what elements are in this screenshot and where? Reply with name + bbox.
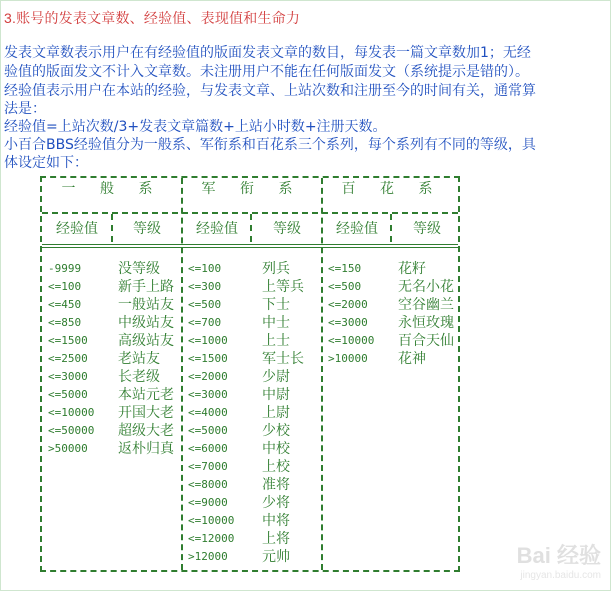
general-level-column [118,260,174,458]
military-exp-cell: <=8000 [188,478,228,491]
military-level-cell: 中校 [262,441,290,457]
military-level-cell: 元帅 [262,549,290,565]
paragraph-line-1: 发表文章数表示用户在有经验值的版面发表文章的数目，每发表一篇文章数加1；无经 [4,45,531,61]
flower-level-cell: 永恒玫瑰 [398,315,454,331]
military-level-cell: 下士 [262,297,290,313]
subheader-general-exp: 经验值 [56,221,98,237]
general-exp-cell: <=100 [48,280,82,293]
series-header-flower: 百 花 系 [341,181,443,197]
paragraph-line-7: 体设定如下： [4,155,88,171]
general-exp-cell: >50000 [48,442,88,455]
military-level-cell: 列兵 [262,261,290,277]
military-exp-cell: <=1000 [188,334,228,347]
general-level-cell: 中级站友 [118,315,174,331]
paragraph-line-4: 法是： [4,101,46,117]
general-level-cell: 长老级 [118,369,160,385]
military-level-cell: 准将 [262,477,290,493]
military-level-cell: 少将 [262,495,290,511]
flower-level-cell: 百合天仙 [398,333,454,349]
military-level-cell: 少尉 [262,369,290,385]
military-level-cell: 上校 [262,459,290,475]
general-exp-cell: <=450 [48,298,82,311]
general-exp-cell: <=1500 [48,334,88,347]
baidu-jingyan-watermark [517,539,601,581]
series-header-military: 军 衔 系 [201,181,303,197]
military-level-cell: 上等兵 [262,279,304,295]
military-exp-cell: <=12000 [188,532,235,545]
watermark-url: jingyan.baidu.com [520,570,601,581]
experience-level-table [40,176,460,572]
paragraph-line-3: 经验值表示用户在本站的经验，与发表文章、上站次数和注册至今的时间有关，通常算 [4,83,536,99]
general-level-cell: 返朴归真 [118,441,174,457]
paragraph-line-2: 验值的版面发文不计入文章数。未注册用户不能在任何版面发文（系统提示是错的）。 [4,64,529,80]
subheader-flower-level: 等级 [413,221,441,237]
general-exp-cell: <=2500 [48,352,88,365]
watermark-brand: Bai 经验 [516,543,601,568]
flower-exp-cell: <=10000 [328,334,375,347]
military-exp-cell: <=7000 [188,460,228,473]
military-exp-cell: <=700 [188,316,222,329]
military-level-cell: 上将 [262,531,290,547]
subheader-military-exp: 经验值 [196,221,238,237]
general-exp-cell: <=5000 [48,388,88,401]
military-exp-cell: <=500 [188,298,222,311]
general-level-cell: 新手上路 [118,279,174,295]
military-level-cell: 少校 [262,423,290,439]
paragraph-line-5: 经验值=上站次数/3+发表文章篇数+上站小时数+注册天数。 [4,119,387,135]
military-exp-cell: >12000 [188,550,228,563]
flower-exp-cell: <=150 [328,262,362,275]
military-level-column [262,260,304,566]
subheader-general-level: 等级 [133,221,161,237]
general-exp-column [48,260,94,458]
general-level-cell: 一般站友 [118,297,174,313]
military-level-cell: 军士长 [262,351,304,367]
general-level-cell: 没等级 [118,261,160,277]
military-level-cell: 中尉 [262,387,290,403]
flower-level-cell: 无名小花 [398,279,454,295]
military-exp-cell: <=9000 [188,496,228,509]
flower-level-cell: 花籽 [398,261,426,277]
subheader-flower-exp: 经验值 [336,221,378,237]
military-exp-cell: <=100 [188,262,222,275]
general-exp-cell: <=10000 [48,406,95,419]
military-exp-cell: <=4000 [188,406,228,419]
general-level-cell: 老站友 [118,351,160,367]
military-exp-cell: <=1500 [188,352,228,365]
military-exp-cell: <=2000 [188,370,228,383]
general-level-cell: 超级大老 [118,423,174,439]
general-level-cell: 本站元老 [118,387,174,403]
general-exp-cell: <=50000 [48,424,95,437]
general-exp-cell: <=3000 [48,370,88,383]
military-exp-cell: <=6000 [188,442,228,455]
military-level-cell: 上尉 [262,405,290,421]
general-level-cell: 开国大老 [118,405,174,421]
general-exp-cell: -9999 [48,262,82,275]
flower-level-column [398,260,454,368]
military-level-cell: 中士 [262,315,290,331]
military-exp-cell: <=300 [188,280,222,293]
flower-exp-cell: <=2000 [328,298,368,311]
paragraph-line-6: 小百合BBS经验值分为一般系、军衔系和百花系三个系列，每个系列有不同的等级，具 [4,137,536,153]
flower-level-cell: 空谷幽兰 [398,297,454,313]
flower-exp-cell: <=500 [328,280,362,293]
military-exp-column [188,260,234,566]
flower-level-cell: 花神 [398,351,426,367]
section-title: 3.账号的发表文章数、经验值、表现值和生命力 [4,10,301,26]
series-header-general: 一 般 系 [61,181,163,197]
flower-exp-column [328,260,374,368]
general-level-cell: 高级站友 [118,333,174,349]
military-exp-cell: <=10000 [188,514,235,527]
subheader-military-level: 等级 [273,221,301,237]
flower-exp-cell: >10000 [328,352,368,365]
military-level-cell: 中将 [262,513,290,529]
general-exp-cell: <=850 [48,316,82,329]
military-level-cell: 上士 [262,333,290,349]
military-exp-cell: <=5000 [188,424,228,437]
flower-exp-cell: <=3000 [328,316,368,329]
military-exp-cell: <=3000 [188,388,228,401]
